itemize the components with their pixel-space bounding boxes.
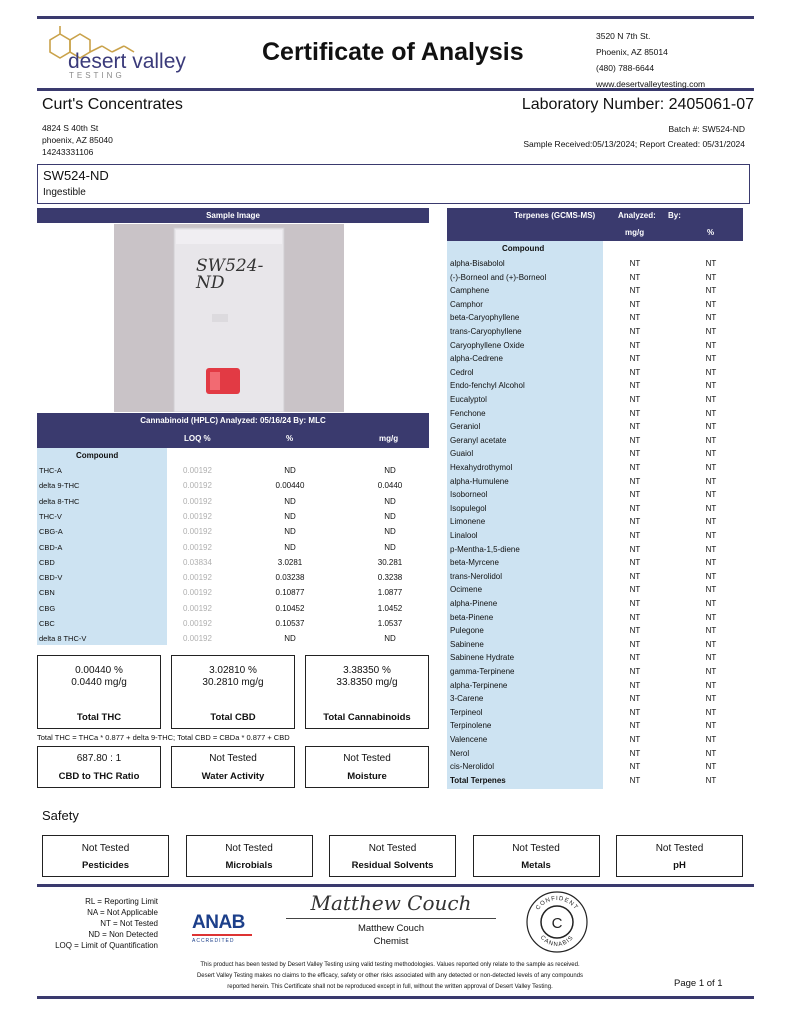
ratio-box: [305, 746, 429, 788]
terpene-mg: NT: [629, 449, 641, 459]
total-percent: 3.02810 %: [209, 665, 257, 676]
safety-label: Microbials: [225, 860, 273, 871]
terpene-name: Ocimene: [450, 585, 483, 595]
address-line: 3520 N 7th St.: [596, 31, 651, 41]
terpene-percent: NT: [705, 408, 717, 418]
total-box: [305, 655, 429, 729]
terpene-name: Guaiol: [450, 449, 474, 459]
compound-label: Compound: [76, 451, 119, 460]
terpene-name: trans-Caryophyllene: [450, 327, 522, 336]
cannabinoid-percent: 0.10537: [275, 619, 305, 628]
sample-image: [114, 224, 344, 412]
cannabinoid-name: THC-V: [39, 511, 62, 521]
cannabinoid-mg: ND: [384, 466, 396, 475]
terpene-header: [447, 208, 743, 241]
terpene-percent: NT: [705, 476, 717, 486]
cannabinoid-mg: 1.0877: [377, 588, 403, 598]
terpene-percent: NT: [705, 735, 717, 744]
cannabinoid-loq: 0.00192: [183, 588, 212, 598]
safety-box: [616, 835, 743, 877]
legend-item: LOQ = Limit of Quantification: [55, 941, 158, 950]
terpene-mg: NT: [629, 775, 641, 785]
client-name: Curt's Concentrates: [42, 96, 183, 113]
terpene-name: Isoborneol: [450, 490, 488, 500]
terpene-mg: NT: [629, 299, 641, 309]
disclaimer: [140, 960, 640, 993]
terpene-name: Hexahydrothymol: [450, 463, 513, 472]
terpene-mg: NT: [629, 707, 641, 717]
terpene-name: Valencene: [450, 735, 488, 744]
terpene-mg: NT: [629, 762, 641, 772]
cannabinoid-percent: ND: [284, 634, 296, 644]
signatory-name: Matthew Couch: [357, 923, 424, 934]
seal-top-text: CONFIDENT: [535, 895, 579, 912]
total-percent: 3.38350 %: [343, 665, 391, 676]
ratio-value: Not Tested: [343, 753, 391, 764]
terpene-percent: NT: [705, 707, 717, 717]
terpene-mg: NT: [629, 571, 641, 581]
terpene-mg: NT: [629, 721, 641, 731]
seal-letter: C: [551, 915, 563, 932]
terpene-percent: NT: [705, 571, 717, 581]
terpene-percent: NT: [705, 680, 717, 690]
page-title: Certificate of Analysis: [262, 38, 524, 66]
cannabinoid-loq: 0.00192: [183, 527, 212, 537]
terpene-percent: NT: [705, 653, 717, 663]
terpene-percent: NT: [705, 327, 717, 336]
terpene-percent: NT: [705, 775, 717, 785]
terpene-percent: NT: [705, 503, 717, 513]
terpene-percent: NT: [705, 721, 717, 731]
anab-logo: [192, 913, 252, 947]
terpene-name: Linalool: [450, 531, 478, 540]
cannabinoid-loq: 0.03834: [183, 557, 212, 567]
sample-image-header: Sample Image: [37, 208, 429, 223]
cannabinoid-loq: 0.00192: [183, 619, 212, 628]
safety-value: Not Tested: [512, 843, 560, 854]
signatory-role: Chemist: [373, 936, 409, 947]
ratio-value: Not Tested: [209, 753, 257, 764]
cannabinoid-loq: 0.00192: [183, 603, 212, 613]
terpene-name: 3-Carene: [450, 694, 484, 704]
terpene-percent: NT: [705, 422, 717, 432]
total-formula: Total THC = THCa * 0.877 + delta 9-THC; Total CBD = CBDa * 0.877 + CBD: [37, 733, 290, 742]
terpene-by: By:: [668, 211, 681, 220]
terpene-percent: NT: [705, 639, 717, 649]
sample-type: Ingestible: [43, 187, 86, 198]
terpene-mg: NT: [629, 653, 641, 663]
terpene-mg: NT: [629, 517, 641, 527]
logo-subtext: TESTING: [69, 71, 125, 80]
terpene-mg: NT: [629, 340, 641, 350]
terpene-mg: NT: [629, 272, 641, 282]
cannabinoid-loq: 0.00192: [183, 573, 212, 583]
terpene-mg: NT: [629, 381, 641, 391]
terpene-mg: NT: [629, 599, 641, 608]
terpene-percent: NT: [705, 381, 717, 391]
cannabinoid-name: delta 8 THC-V: [39, 634, 87, 644]
safety-label: Pesticides: [82, 860, 129, 871]
signatory: [286, 922, 496, 948]
terpene-title: Terpenes (GCMS-MS): [514, 211, 596, 220]
terpene-mg: NT: [629, 531, 641, 540]
cannabinoid-name: THC-A: [39, 466, 62, 475]
terpene-percent: NT: [705, 449, 717, 459]
safety-value: Not Tested: [368, 843, 417, 854]
anab-text: ANAB: [192, 912, 245, 933]
cannabinoid-percent: 0.03238: [275, 573, 305, 583]
cannabinoid-name: CBC: [39, 619, 55, 628]
cannabinoid-mg: 0.3238: [377, 573, 403, 583]
terpene-mg: NT: [629, 354, 641, 364]
terpene-mg: NT: [629, 422, 641, 432]
batch-number: Batch #: SW524-ND: [668, 124, 745, 134]
safety-label: pH: [673, 860, 686, 871]
safety-box: [329, 835, 456, 877]
cannabinoid-name: CBD-V: [39, 573, 63, 583]
cannabinoid-mg: ND: [384, 527, 396, 537]
terpene-percent: NT: [705, 395, 717, 404]
terpene-mg: NT: [629, 286, 641, 296]
total-label: Total THC: [76, 712, 122, 723]
sample-id: SW524-ND: [43, 168, 109, 183]
terpene-mg: NT: [629, 313, 641, 323]
ratio-label: Water Activity: [201, 771, 265, 782]
page-number: Page 1 of 1: [674, 978, 723, 989]
terpene-name: alpha-Humulene: [450, 476, 509, 486]
terpene-percent: NT: [705, 286, 717, 296]
disclaimer-line: reported herein. This Certificate shall not be reproduced except in full, without the written approval of Desert Valley Testing.: [227, 984, 553, 990]
terpene-name: Eucalyptol: [450, 395, 487, 404]
cannabinoid-loq: 0.00192: [183, 466, 212, 475]
ratio-value: 687.80 : 1: [76, 753, 122, 764]
cannabinoid-mg: 1.0537: [377, 619, 403, 628]
terpene-percent: NT: [705, 435, 717, 445]
terpene-name: Geranyl acetate: [450, 435, 507, 445]
terpene-name: Sabinene: [450, 639, 484, 649]
cannabinoid-name: CBD-A: [39, 542, 63, 552]
legend-item: NA = Not Applicable: [87, 908, 158, 917]
terpene-percent: NT: [705, 544, 717, 554]
terpene-percent: NT: [705, 313, 717, 323]
terpene-name: Cedrol: [450, 367, 474, 377]
safety-value: Not Tested: [655, 843, 704, 854]
safety-title: Safety: [42, 808, 79, 823]
cannabinoid-percent: ND: [284, 527, 296, 537]
laboratory-number: Laboratory Number: 2405061-07: [521, 96, 754, 113]
terpene-col-percent: %: [707, 228, 715, 237]
cannabinoid-mg: ND: [384, 542, 396, 552]
ratio-label: Moisture: [347, 771, 387, 782]
bag-handwriting: SW524- ND: [196, 256, 264, 293]
col-mg: mg/g: [379, 434, 399, 443]
terpene-mg: NT: [629, 558, 641, 568]
terpene-mg: NT: [629, 680, 641, 690]
abbreviation-legend: [52, 896, 158, 951]
disclaimer-line: Desert Valley Testing makes no claims to the efficacy, safety or other risks associated with any detected or non-detected levels of any compounds: [196, 973, 584, 979]
terpene-mg: NT: [629, 544, 641, 554]
col-percent: %: [286, 434, 294, 443]
terpene-name: trans-Nerolidol: [450, 571, 503, 581]
safety-box: [186, 835, 313, 877]
address-line: 4824 S 40th St: [42, 123, 99, 133]
terpene-mg: NT: [629, 435, 641, 445]
cannabinoid-header: Cannabinoid (HPLC) Analyzed: 05/16/24 By: MLC: [37, 413, 429, 429]
cannabinoid-loq: 0.00192: [183, 496, 212, 506]
anab-subtext: ACCREDITED: [192, 938, 235, 944]
safety-box: [473, 835, 600, 877]
terpene-analyzed: Analyzed:: [618, 211, 656, 220]
terpene-percent: NT: [705, 599, 717, 608]
cannabinoid-percent: 0.10877: [275, 588, 305, 598]
terpene-col-mg: mg/g: [625, 228, 645, 237]
bottom-rule: [37, 996, 754, 999]
cannabinoid-percent: ND: [284, 496, 296, 506]
terpene-percent: NT: [705, 490, 717, 500]
terpene-name: alpha-Cedrene: [450, 354, 503, 364]
terpene-mg: NT: [629, 626, 641, 636]
terpene-percent: NT: [705, 299, 717, 309]
total-mg: 30.2810 mg/g: [202, 677, 264, 688]
terpene-name: Terpinolene: [450, 721, 492, 731]
total-label: Total CBD: [210, 712, 256, 723]
client-address: [42, 122, 113, 158]
cannabinoid-loq: 0.00192: [183, 634, 212, 644]
terpene-name: (-)-Borneol and (+)-Borneol: [450, 272, 547, 282]
terpene-mg: NT: [629, 503, 641, 513]
legend-item: NT = Not Tested: [100, 919, 158, 928]
top-rule: [37, 16, 754, 19]
ratio-box: [37, 746, 161, 788]
cannabinoid-percent: 3.0281: [277, 557, 303, 567]
safety-label: Residual Solvents: [351, 860, 434, 871]
total-box: [171, 655, 295, 729]
seal-bottom-text: CANNABIS: [538, 934, 576, 949]
anab-stripe: [192, 934, 252, 936]
batch-info: [523, 122, 745, 152]
cannabinoid-mg: ND: [384, 511, 396, 521]
cannabinoid-percent: ND: [284, 511, 296, 521]
terpene-percent: NT: [705, 585, 717, 595]
total-mg: 0.0440 mg/g: [71, 677, 127, 688]
cannabinoid-mg: 30.281: [377, 557, 403, 567]
cannabinoid-name: delta 9-THC: [39, 481, 80, 491]
cannabinoid-percent: 0.00440: [275, 481, 305, 491]
terpene-name: Geraniol: [450, 422, 481, 432]
total-percent: 0.00440 %: [75, 665, 123, 676]
address-line: Phoenix, AZ 85014: [596, 47, 668, 57]
website-link[interactable]: www.desertvalleytesting.com: [596, 79, 706, 89]
terpene-percent: NT: [705, 612, 717, 622]
terpene-mg: NT: [629, 259, 641, 268]
terpene-mg: NT: [629, 585, 641, 595]
terpene-name: Terpineol: [450, 707, 483, 717]
terpene-mg: NT: [629, 694, 641, 704]
safety-label: Metals: [521, 860, 551, 871]
sample-bag-icon: [114, 224, 344, 412]
cannabinoid-percent: 0.10452: [275, 603, 305, 613]
terpene-name: Caryophyllene Oxide: [450, 340, 525, 350]
terpene-compound-label: Compound: [502, 244, 545, 253]
safety-value: Not Tested: [225, 843, 273, 854]
col-loq: LOQ %: [184, 434, 211, 443]
confident-cannabis-seal-icon: [525, 890, 589, 954]
cannabinoid-column-header: [37, 429, 429, 448]
terpene-percent: NT: [705, 558, 717, 568]
terpene-mg: NT: [629, 735, 641, 744]
signature-image: Matthew Couch: [286, 891, 496, 919]
terpene-name: Camphene: [450, 286, 490, 296]
cannabinoid-name: CBG: [39, 603, 56, 613]
terpene-name: Limonene: [450, 517, 486, 527]
terpene-name: Endo-fenchyl Alcohol: [450, 381, 525, 391]
terpene-name: alpha-Terpinene: [450, 680, 508, 690]
terpene-name-column: [447, 241, 603, 789]
cannabinoid-mg: 0.0440: [377, 481, 403, 491]
cannabinoid-name: CBG-A: [39, 527, 63, 537]
footer-rule: [37, 884, 754, 887]
cannabinoid-name: CBN: [39, 588, 55, 598]
terpene-percent: NT: [705, 762, 717, 772]
logo-text: desert valley: [68, 50, 186, 73]
terpene-mg: NT: [629, 612, 641, 622]
cannabinoid-loq: 0.00192: [183, 542, 212, 552]
terpene-name: Camphor: [450, 299, 483, 309]
cannabinoid-name: CBD: [39, 557, 55, 567]
safety-box: [42, 835, 169, 877]
terpene-mg: NT: [629, 490, 641, 500]
terpene-percent: NT: [705, 694, 717, 704]
cannabinoid-name: delta 8-THC: [39, 496, 80, 506]
terpene-percent: NT: [705, 367, 717, 377]
sample-box: [37, 164, 750, 204]
cannabinoid-loq: 0.00192: [183, 511, 212, 521]
terpene-mg: NT: [629, 667, 641, 676]
terpene-mg: NT: [629, 476, 641, 486]
terpene-name: cis-Nerolidol: [450, 762, 495, 772]
terpene-percent: NT: [705, 340, 717, 350]
terpene-name: Sabinene Hydrate: [450, 653, 515, 663]
terpene-percent: NT: [705, 667, 717, 676]
total-box: [37, 655, 161, 729]
terpene-percent: NT: [705, 272, 717, 282]
terpene-name: beta-Myrcene: [450, 558, 499, 568]
cannabinoid-percent: ND: [284, 466, 296, 475]
terpene-percent: NT: [705, 517, 717, 527]
terpene-name: beta-Caryophyllene: [450, 313, 520, 323]
terpene-mg: NT: [629, 748, 641, 758]
terpene-name: alpha-Pinene: [450, 599, 498, 608]
terpene-name: alpha-Bisabolol: [450, 259, 505, 268]
terpene-name: beta-Pinene: [450, 612, 494, 622]
lab-address: [596, 28, 705, 92]
legend-item: RL = Reporting Limit: [85, 897, 158, 906]
terpene-percent: NT: [705, 748, 717, 758]
terpene-mg: NT: [629, 408, 641, 418]
terpene-name: Pulegone: [450, 626, 484, 636]
phone-number: (480) 788-6644: [596, 63, 655, 73]
cannabinoid-mg: ND: [384, 634, 396, 644]
terpene-percent: NT: [705, 354, 717, 364]
terpene-name: Total Terpenes: [450, 775, 506, 785]
terpene-mg: NT: [629, 463, 641, 472]
cannabinoid-mg: ND: [384, 496, 396, 506]
terpene-percent: NT: [705, 259, 717, 268]
legend-item: ND = Non Detected: [88, 930, 158, 939]
disclaimer-line: This product has been tested by Desert Valley Testing using valid testing methodologies. Values reported only relate to the sample as received.: [200, 962, 580, 968]
total-label: Total Cannabinoids: [323, 712, 411, 723]
terpene-name: Isopulegol: [450, 503, 487, 513]
address-line: phoenix, AZ 85040: [42, 135, 113, 145]
total-mg: 33.8350 mg/g: [336, 677, 398, 688]
terpene-percent: NT: [705, 531, 717, 540]
svg-text:CONFIDENT: [535, 896, 579, 912]
ratio-label: CBD to THC Ratio: [58, 771, 140, 782]
terpene-name: Fenchone: [450, 408, 486, 418]
terpene-percent: NT: [705, 463, 717, 472]
report-dates: Sample Received:05/13/2024; Report Created: 05/31/2024: [523, 139, 745, 149]
terpene-name: p-Mentha-1,5-diene: [450, 544, 520, 554]
cannabinoid-loq: 0.00192: [183, 481, 212, 491]
svg-text:CANNABIS: [539, 935, 575, 948]
cannabinoid-mg: 1.0452: [377, 603, 403, 613]
terpene-percent: NT: [705, 626, 717, 636]
terpene-mg: NT: [629, 327, 641, 336]
ratio-box: [171, 746, 295, 788]
safety-value: Not Tested: [81, 843, 130, 854]
client-phone: 14243331106: [42, 147, 94, 157]
terpene-name: gamma-Terpinene: [450, 667, 515, 676]
cannabinoid-percent: ND: [284, 542, 296, 552]
terpene-mg: NT: [629, 639, 641, 649]
terpene-mg: NT: [629, 395, 641, 404]
terpene-mg: NT: [629, 367, 641, 377]
terpene-name: Nerol: [450, 748, 470, 758]
